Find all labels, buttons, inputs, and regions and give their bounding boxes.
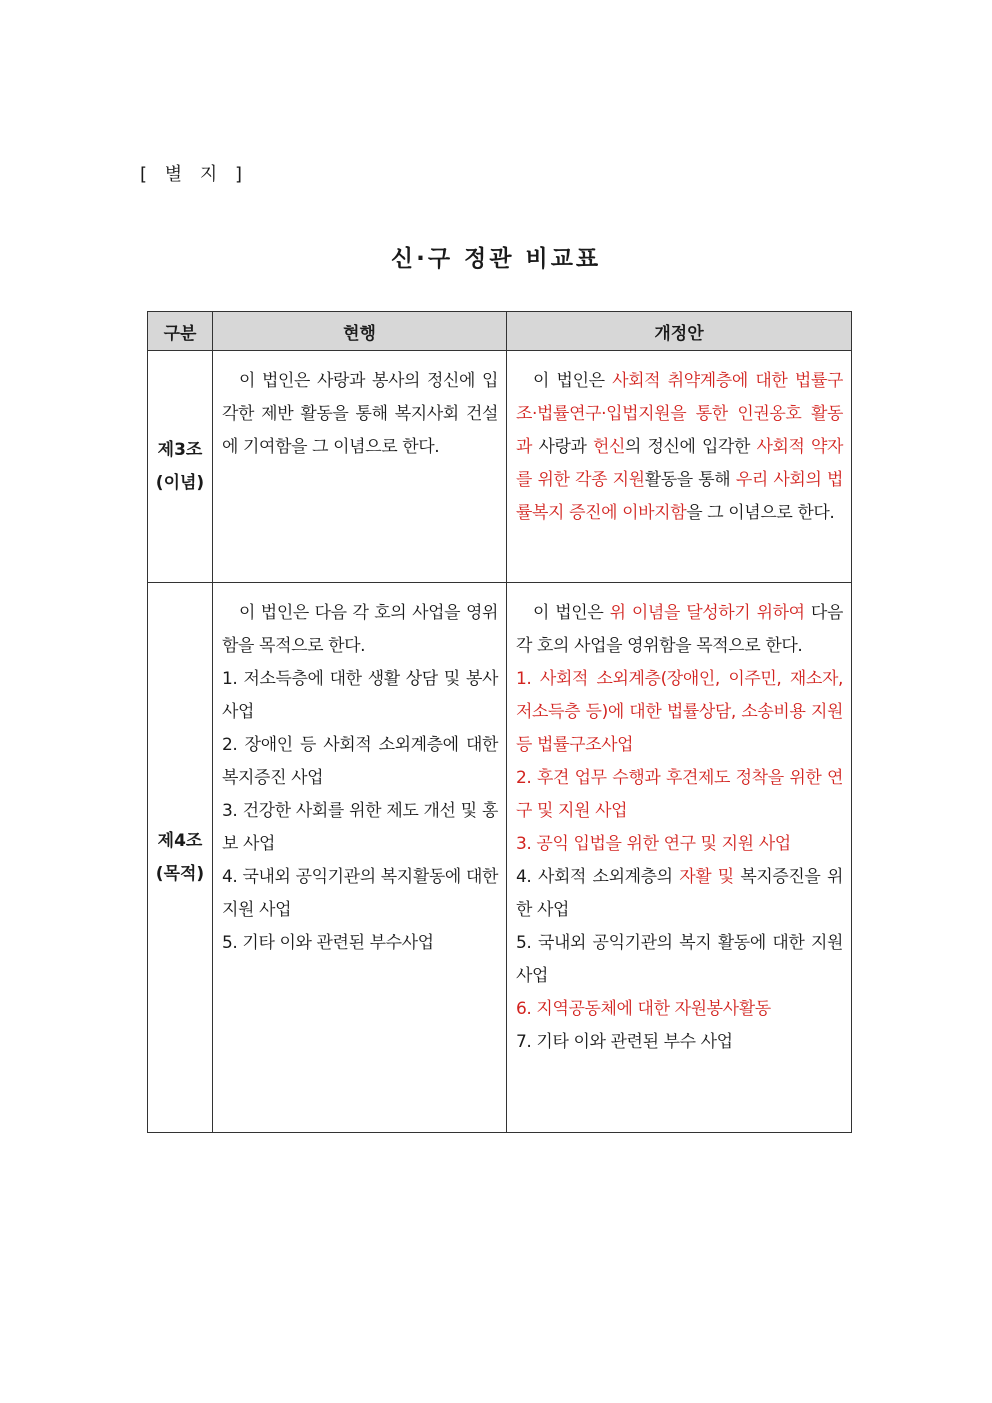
unchanged-text: 의 정신에 입각한 xyxy=(625,437,757,457)
comparison-table xyxy=(147,311,852,1133)
list-item xyxy=(516,762,843,828)
changed-text: 위 이념을 달성하기 위하여 xyxy=(609,603,805,623)
row-label xyxy=(148,351,213,583)
unchanged-text: 5. 국내외 공익기관의 복지 활동에 대한 지원 사업 xyxy=(516,933,843,986)
unchanged-text: 이 법인은 xyxy=(533,603,610,623)
changed-text: 헌신 xyxy=(592,437,626,457)
unchanged-text: 복지증진을 위한 사업 xyxy=(516,867,844,920)
list-item: 2. 장애인 등 사회적 소외계층에 대한 복지증진 사업 xyxy=(222,735,498,788)
proposed-text-cell xyxy=(507,583,852,1133)
proposed-intro xyxy=(516,597,843,663)
document-title: 신·구 정관 비교표 xyxy=(390,246,602,272)
proposed-text xyxy=(516,365,843,530)
current-text-cell xyxy=(213,351,507,583)
article-number: 제3조 xyxy=(157,439,203,460)
article-subject: (이념) xyxy=(155,472,205,493)
list-item xyxy=(516,663,843,762)
current-intro: 이 법인은 다음 각 호의 사업을 영위함을 목적으로 한다. xyxy=(222,603,498,656)
changed-text: 사회적 약자를 위한 각종 지원 xyxy=(516,437,844,490)
table-row xyxy=(148,583,852,1133)
unchanged-text: 다음 각 호의 사업을 영위함을 목적으로 한다. xyxy=(516,603,843,656)
unchanged-text: 이 법인은 xyxy=(533,371,613,391)
list-item xyxy=(516,828,843,861)
changed-text: 6. 지역공동체에 대한 자원봉사활동 xyxy=(516,999,771,1019)
annex-label: [ 별 지 ] xyxy=(140,164,248,185)
table-header-row xyxy=(148,312,852,351)
list-item: 3. 건강한 사회를 위한 제도 개선 및 홍보 사업 xyxy=(222,801,498,854)
table-row xyxy=(148,351,852,583)
changed-text: 2. 후견 업무 수행과 후견제도 정착을 위한 연구 및 지원 사업 xyxy=(516,768,843,821)
list-item xyxy=(516,927,843,993)
changed-text: 1. 사회적 소외계층(장애인, 이주민, 재소자, 저소득층 등)에 대한 법률상담, 소송비용 지원 등 법률구조사업 xyxy=(516,669,843,755)
article-subject: (목적) xyxy=(155,863,205,884)
unchanged-text: 을 그 이념으로 한다. xyxy=(686,503,835,523)
article-number: 제4조 xyxy=(157,830,203,851)
unchanged-text: 사랑과 xyxy=(532,437,593,457)
changed-text: 사회적 취약계층에 대한 법률구조·법률연구·입법지원을 통한 인권옹호 활동과 xyxy=(516,371,843,457)
changed-text: 자활 및 xyxy=(679,867,734,887)
changed-text: 3. 공익 입법을 위한 연구 및 지원 사업 xyxy=(516,834,791,854)
current-text: 이 법인은 사랑과 봉사의 정신에 입각한 제반 활동을 통해 복지사회 건설에 기여함을 그 이념으로 한다. xyxy=(222,371,498,457)
header-current: 현행 xyxy=(213,312,507,351)
list-item: 5. 기타 이와 관련된 부수사업 xyxy=(222,933,434,953)
unchanged-text: 7. 기타 이와 관련된 부수 사업 xyxy=(516,1032,733,1052)
list-item: 1. 저소득층에 대한 생활 상담 및 봉사 사업 xyxy=(222,669,498,722)
header-category: 구분 xyxy=(148,312,213,351)
changed-text: 우리 사회의 법률복지 증진에 이바지함 xyxy=(516,470,844,523)
header-proposed: 개정안 xyxy=(507,312,852,351)
proposed-text-cell xyxy=(507,351,852,583)
list-item: 4. 국내외 공익기관의 복지활동에 대한 지원 사업 xyxy=(222,867,498,920)
current-text-cell xyxy=(213,583,507,1133)
unchanged-text: 4. 사회적 소외계층의 xyxy=(516,867,680,887)
list-item xyxy=(516,993,843,1026)
unchanged-text: 활동을 통해 xyxy=(644,470,736,490)
row-label xyxy=(148,583,213,1133)
list-item xyxy=(516,1026,843,1059)
list-item xyxy=(516,861,843,927)
